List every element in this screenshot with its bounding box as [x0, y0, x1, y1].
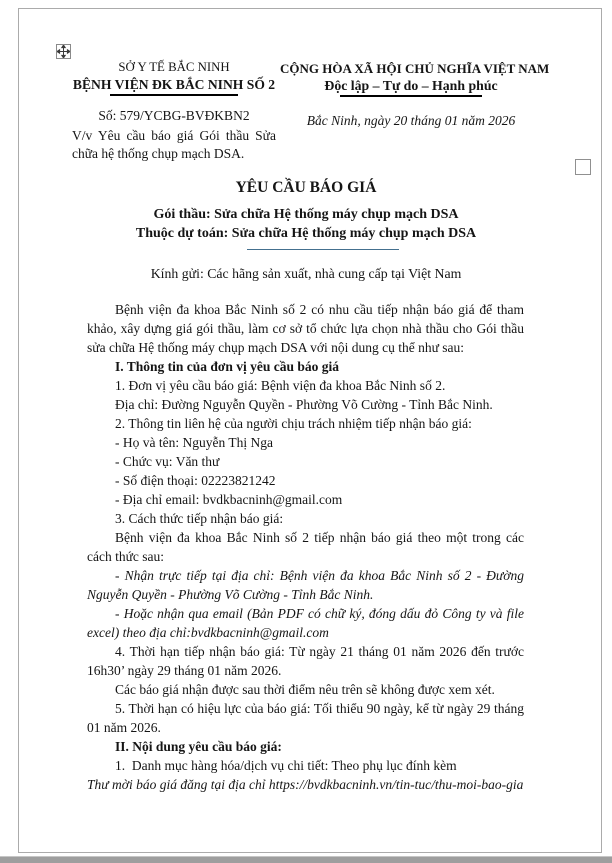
document-body: [87, 300, 524, 794]
body-paragraph: 1. Đơn vị yêu cầu báo giá: Bệnh viện đa khoa Bắc Ninh số 2.: [115, 378, 446, 393]
body-paragraph: 5. Thời hạn có hiệu lực của báo giá: Tối thiểu 90 ngày, kể từ ngày 29 tháng 01 năm 2026.: [87, 701, 524, 735]
body-paragraph: Các báo giá nhận được sau thời điểm nêu trên sẽ không được xem xét.: [115, 682, 495, 697]
body-paragraph: 2. Thông tin liên hệ của người chịu trách nhiệm tiếp nhận báo giá:: [115, 416, 472, 431]
body-paragraph: - Hoặc nhận qua email (Bản PDF có chữ ký, đóng dấu đỏ Công ty và file excel) theo địa chỉ:bvdkbacninh@gmail.com: [87, 606, 524, 640]
body-paragraph: Bệnh viện đa khoa Bắc Ninh số 2 tiếp nhận báo giá theo một trong các cách thức sau:: [87, 530, 524, 564]
move-cross-icon: [57, 45, 70, 58]
place-dateline: Bắc Ninh, ngày 20 tháng 01 năm 2026: [306, 113, 516, 128]
national-motto-line1: CỘNG HÒA XÃ HỘI CHỦ NGHĨA VIỆT NAM: [280, 61, 550, 76]
body-paragraph: 1. Danh mục hàng hóa/dịch vụ chi tiết: Theo phụ lục đính kèm: [115, 758, 457, 773]
body-paragraph: Bệnh viện đa khoa Bắc Ninh số 2 có nhu cầu tiếp nhận báo giá để tham khảo, xây dựng giá gói thầu, làm cơ sở tổ chức lựa chọn nhà thầu cho Gói thầu sửa chữa Hệ thống máy chụp mạch DSA với nội dung cụ thể như sau:: [87, 302, 524, 355]
body-paragraph: 3. Cách thức tiếp nhận báo giá:: [115, 511, 284, 526]
national-motto-line2: Độc lập – Tự do – Hạnh phúc: [324, 77, 498, 93]
document-title: YÊU CẦU BÁO GIÁ: [235, 179, 377, 196]
body-paragraph: Địa chỉ: Đường Nguyễn Quyền - Phường Võ Cường - Tỉnh Bắc Ninh.: [115, 397, 493, 412]
section-heading-2: II. Nội dung yêu cầu báo giá:: [115, 739, 282, 754]
hospital-name-underline: [110, 94, 238, 96]
body-paragraph: - Địa chỉ email: bvdkbacninh@gmail.com: [115, 492, 343, 507]
body-paragraph: - Họ và tên: Nguyễn Thị Nga: [115, 435, 273, 450]
body-paragraph: - Nhận trực tiếp tại địa chỉ: Bệnh viện đa khoa Bắc Ninh số 2 - Đường Nguyễn Quyền - Phường Võ Cường - Tỉnh Bắc Ninh.: [87, 568, 524, 602]
salutation-line: Kính gửi: Các hãng sản xuất, nhà cung cấp tại Việt Nam: [150, 266, 462, 281]
body-paragraph: - Số điện thoại: 02223821242: [115, 473, 276, 488]
estimate-line: Thuộc dự toán: Sửa chữa Hệ thống máy chụp mạch DSA: [135, 226, 477, 241]
document-number: Số: 579/YCBG-BVĐKBN2: [98, 108, 250, 123]
page-bottom-edge: [0, 856, 612, 863]
estimate-line-underline: [247, 249, 399, 250]
motto-underline: [340, 95, 482, 97]
table-move-handle-icon[interactable]: [56, 44, 71, 59]
footer-note: Thư mời báo giá đăng tại địa chỉ https://bvdkbacninh.vn/tin-tuc/thu-moi-bao-gia: [87, 777, 524, 792]
body-paragraph: - Chức vụ: Văn thư: [115, 454, 220, 469]
document-subject: V/v Yêu cầu báo giá Gói thầu Sửa chữa hệ thống chụp mạch DSA.: [72, 127, 276, 161]
object-anchor-square: [575, 159, 591, 175]
header-right-column: [280, 60, 550, 129]
section-heading-1: I. Thông tin của đơn vị yêu cầu báo giá: [115, 359, 340, 374]
header-left-column: [72, 60, 276, 164]
issuing-agency: SỞ Y TẾ BẮC NINH: [118, 60, 230, 74]
hospital-name: BỆNH VIỆN ĐK BẮC NINH SỐ 2: [72, 76, 276, 92]
body-paragraph: 4. Thời hạn tiếp nhận báo giá: Từ ngày 21 tháng 01 năm 2026 đến trước 16h30’ ngày 29 tháng 01 năm 2026.: [87, 644, 524, 678]
package-line: Gói thầu: Sửa chữa Hệ thống máy chụp mạch DSA: [153, 207, 459, 222]
